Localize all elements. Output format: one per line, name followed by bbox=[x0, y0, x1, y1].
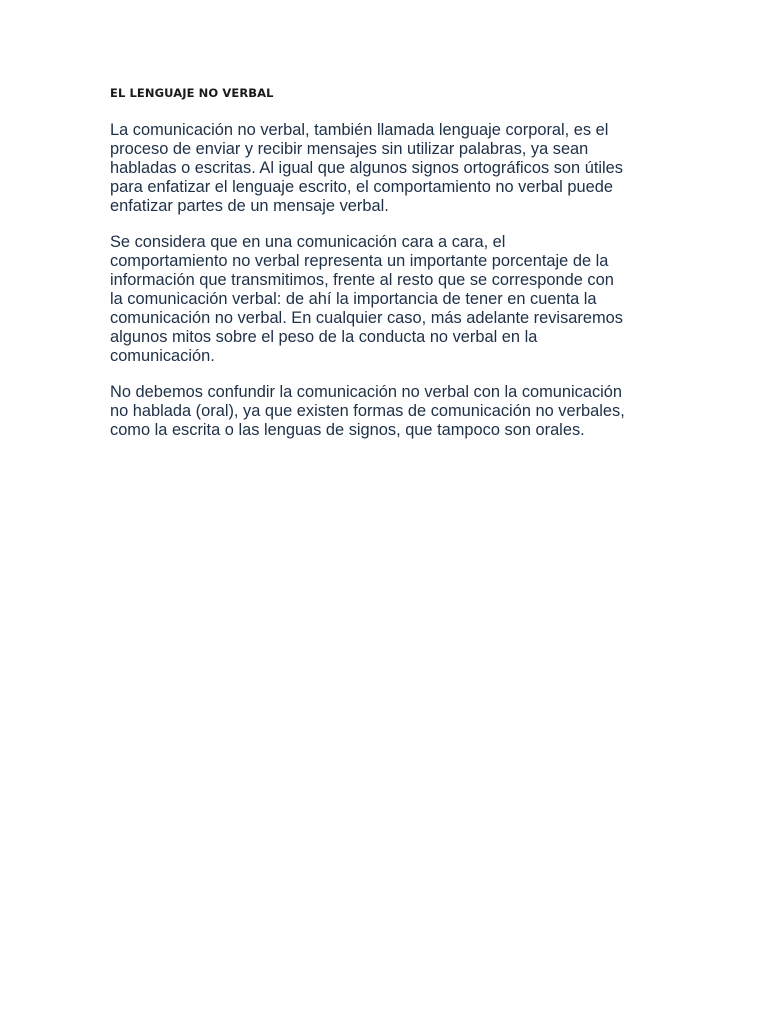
paragraph-3-line-3: como la escrita o las lenguas de signos, que tampoco son orales. bbox=[110, 421, 585, 439]
document-title: EL LENGUAJE NO VERBAL bbox=[110, 86, 274, 100]
paragraph-3-line-1: No debemos confundir la comunicación no verbal con la comunicación bbox=[110, 383, 623, 401]
paragraph-2-line-5: comunicación no verbal. En cualquier caso, más adelante revisaremos bbox=[110, 309, 623, 327]
paragraph-2-line-2: comportamiento no verbal representa un importante porcentaje de la bbox=[110, 252, 609, 270]
paragraph-1-line-4: para enfatizar el lenguaje escrito, el comportamiento no verbal puede bbox=[110, 178, 613, 196]
paragraph-1-line-2: proceso de enviar y recibir mensajes sin utilizar palabras, ya sean bbox=[110, 140, 589, 158]
paragraph-2-line-6: algunos mitos sobre el peso de la conducta no verbal en la bbox=[110, 328, 538, 346]
paragraph-3-line-2: no hablada (oral), ya que existen formas de comunicación no verbales, bbox=[110, 402, 625, 420]
paragraph-2-line-3: información que transmitimos, frente al resto que se corresponde con bbox=[110, 271, 614, 289]
paragraph-1-line-1: La comunicación no verbal, también llamada lenguaje corporal, es el bbox=[110, 121, 609, 139]
paragraph-2-line-4: la comunicación verbal: de ahí la importancia de tener en cuenta la bbox=[110, 290, 597, 308]
paragraph-2 bbox=[110, 233, 658, 366]
paragraph-1 bbox=[110, 121, 658, 216]
paragraph-3 bbox=[110, 383, 658, 440]
paragraph-1-line-5: enfatizar partes de un mensaje verbal. bbox=[110, 197, 389, 215]
paragraph-2-line-7: comunicación. bbox=[110, 347, 215, 365]
paragraph-2-line-1: Se considera que en una comunicación cara a cara, el bbox=[110, 233, 506, 251]
paragraph-1-line-3: habladas o escritas. Al igual que algunos signos ortográficos son útiles bbox=[110, 159, 623, 177]
